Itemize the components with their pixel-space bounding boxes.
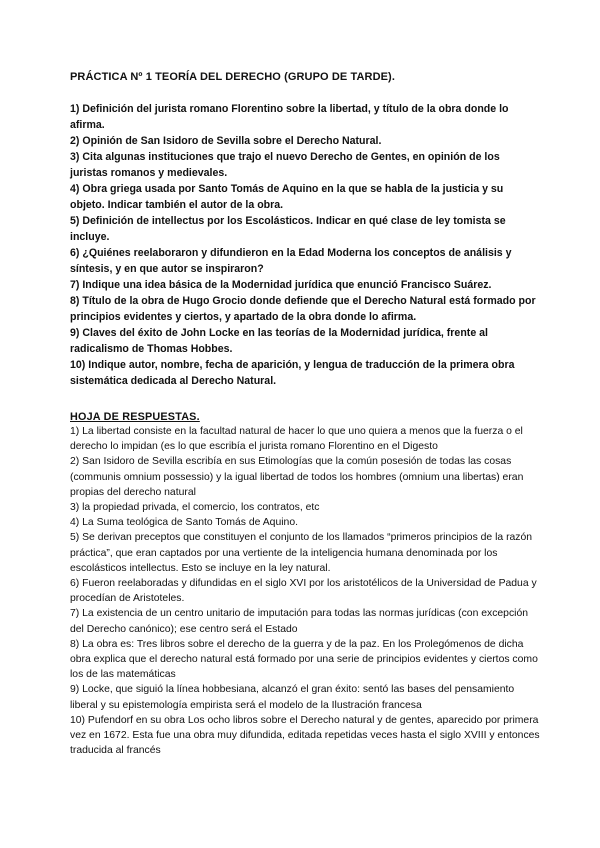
- answers-heading: HOJA DE RESPUESTAS.: [70, 411, 200, 423]
- question-5: 5) Definición de intellectus por los Escolásticos. Indicar en qué clase de ley tomista se incluye.: [70, 215, 506, 243]
- answers-list: [70, 424, 540, 758]
- answer-10: 10) Pufendorf en su obra Los ocho libros sobre el Derecho natural y de gentes, aparecido por primera vez en 1672. Esta fue una obra muy difundida, editada repetidas veces hasta el siglo XVIII y entonces traducida al francés: [70, 714, 540, 757]
- answer-8: 8) La obra es: Tres libros sobre el derecho de la guerra y de la paz. En los Prolegómenos de dicha obra explica que el derecho natural está formado por una serie de principios evidentes y ciertos como los de las matemáticas: [70, 638, 538, 681]
- answer-6: 6) Fueron reelaboradas y difundidas en el siglo XVI por los aristotélicos de la Universidad de Padua y procedían de Aristoteles.: [70, 578, 537, 605]
- answer-4: 4) La Suma teológica de Santo Tomás de Aquino.: [70, 517, 298, 529]
- answer-2: 2) San Isidoro de Sevilla escribía en sus Etimologías que la común posesión de todas las cosas (communis omnium possessio) y la igual libertad de todos los hombres (omnium una libertas) eran propias del derecho natural: [70, 456, 524, 498]
- question-3: 3) Cita algunas instituciones que trajo el nuevo Derecho de Gentes, en opinión de los juristas romanos y medievales.: [70, 151, 500, 179]
- document-page: [70, 70, 540, 758]
- answer-3: 3) la propiedad privada, el comercio, los contratos, etc: [70, 502, 320, 514]
- answer-1: 1) La libertad consiste en la facultad natural de hacer lo que uno quiera a menos que la fuerza o el derecho lo impidan (es lo que escribía el jurista romano Florentino en el Digesto: [70, 426, 523, 453]
- question-1: 1) Definición del jurista romano Florentino sobre la libertad, y título de la obra donde lo afirma.: [70, 103, 509, 131]
- answer-9: 9) Locke, que siguió la línea hobbesiana, alcanzó el gran éxito: sentó las bases del pensamiento liberal y su epistemología empirista será el modelo de la Ilustración francesa: [70, 684, 515, 711]
- question-10: 10) Indique autor, nombre, fecha de aparición, y lengua de traducción de la primera obra sistemática dedicada al Derecho Natural.: [70, 359, 515, 387]
- answer-7: 7) La existencia de un centro unitario de imputación para todas las normas jurídicas (con excepción del Derecho canónico); ese centro será el Estado: [70, 608, 529, 635]
- question-9: 9) Claves del éxito de John Locke en las teorías de la Modernidad jurídica, frente al radicalismo de Thomas Hobbes.: [70, 327, 488, 355]
- questions-list: [70, 101, 540, 389]
- question-4: 4) Obra griega usada por Santo Tomás de Aquino en la que se habla de la justicia y su objeto. Indicar también el autor de la obra.: [70, 183, 504, 211]
- answer-5: 5) Se derivan preceptos que constituyen el conjunto de los llamados “primeros principios de la razón práctica”, que eran captados por una vertiente de la inteligencia humana denominada por los escolásticos intellectus. Esto se incluye en la ley natural.: [70, 532, 533, 574]
- question-6: 6) ¿Quiénes reelaboraron y difundieron en la Edad Moderna los conceptos de análisis y síntesis, y en que autor se inspiraron?: [70, 247, 512, 275]
- document-title: PRÁCTICA Nº 1 TEORÍA DEL DERECHO (GRUPO DE TARDE).: [70, 71, 395, 83]
- question-8: 8) Título de la obra de Hugo Grocio donde defiende que el Derecho Natural está formado por principios evidentes y ciertos, y apartado de la obra donde lo afirma.: [70, 295, 536, 323]
- question-2: 2) Opinión de San Isidoro de Sevilla sobre el Derecho Natural.: [70, 135, 382, 147]
- question-7: 7) Indique una idea básica de la Modernidad jurídica que enunció Francisco Suárez.: [70, 279, 492, 291]
